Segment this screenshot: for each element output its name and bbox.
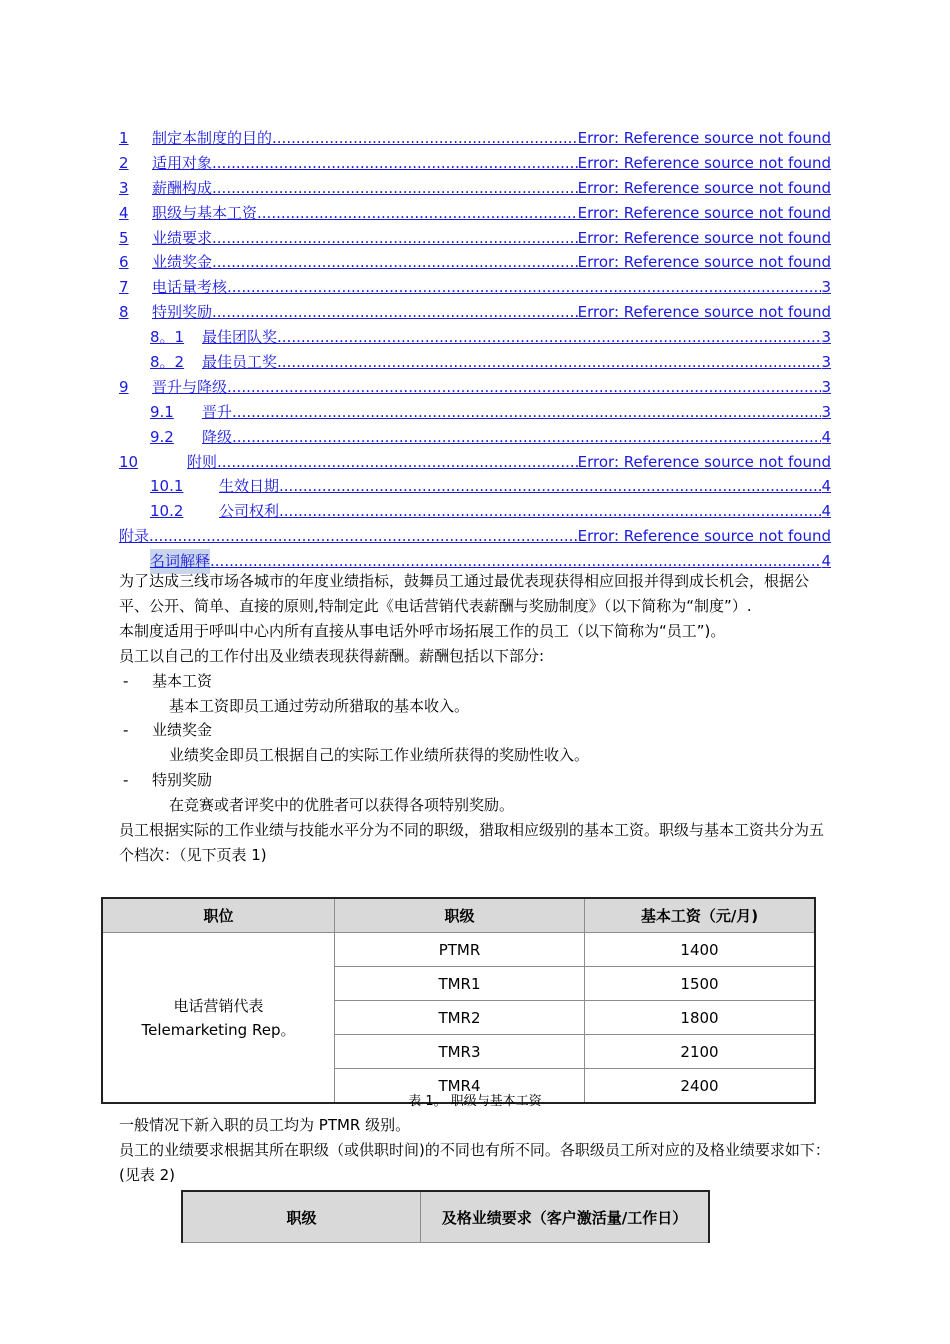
toc-label: 职级与基本工资 [152, 203, 258, 222]
toc-number: 9.1 [150, 402, 174, 421]
toc-entry[interactable] [119, 300, 831, 325]
toc-number: 5 [119, 228, 129, 247]
list-item-title: 业绩奖金 [152, 721, 213, 740]
toc-entry[interactable] [119, 226, 831, 251]
grade-cell: TMR1 [335, 967, 585, 1001]
salary-cell: 1500 [585, 967, 816, 1001]
table-header-row [182, 1191, 709, 1243]
position-name-en: Telemarketing Rep。 [141, 1020, 296, 1039]
header-salary: 基本工资（元/月) [585, 898, 816, 933]
toc-leader-dots [217, 450, 578, 475]
toc-leader-dots [232, 425, 821, 450]
toc-entry[interactable] [119, 325, 831, 350]
toc-entry[interactable] [119, 176, 831, 201]
toc-number: 4 [119, 203, 129, 222]
list-item [119, 768, 831, 793]
salary-cell: 2100 [585, 1035, 816, 1069]
toc-page-ref: Error: Reference source not found [577, 228, 831, 247]
toc-leader-dots [149, 524, 578, 549]
toc-page-ref: 3 [821, 328, 831, 347]
toc-entry[interactable] [119, 425, 831, 450]
grade-cell: PTMR [335, 933, 585, 967]
toc-page-ref: 4 [821, 477, 831, 496]
toc-page-ref: 3 [821, 353, 831, 372]
toc-number: 8。2 [150, 353, 185, 372]
toc-page-ref: 4 [821, 552, 831, 571]
performance-table [181, 1190, 710, 1243]
toc-entry[interactable] [119, 250, 831, 275]
toc-label: 业绩奖金 [152, 253, 213, 272]
toc-page-ref: 4 [821, 502, 831, 521]
table-of-contents [119, 126, 831, 574]
toc-number: 9 [119, 377, 129, 396]
body-text-2 [119, 1113, 831, 1188]
toc-label: 最佳员工奖 [202, 353, 278, 372]
bullet-dash: - [123, 771, 129, 790]
grade-salary-table [101, 897, 816, 1104]
list-item-title: 基本工资 [152, 671, 213, 690]
toc-label: 业绩要求 [152, 228, 213, 247]
header-position: 职位 [102, 898, 335, 933]
toc-leader-dots [212, 226, 578, 251]
position-name-cn: 电话营销代表 [173, 996, 264, 1015]
body-text [119, 569, 831, 868]
toc-number: 7 [119, 278, 129, 297]
toc-page-ref: Error: Reference source not found [577, 527, 831, 546]
position-cell [102, 933, 335, 1104]
toc-label: 适用对象 [152, 153, 213, 172]
toc-leader-dots [279, 499, 821, 524]
toc-label: 晋升 [202, 402, 233, 421]
toc-page-ref: Error: Reference source not found [577, 452, 831, 471]
toc-label: 公司权利 [219, 502, 280, 521]
toc-number: 8 [119, 303, 129, 322]
toc-entry[interactable] [119, 126, 831, 151]
toc-leader-dots [212, 151, 578, 176]
toc-number: 3 [119, 178, 129, 197]
header-requirement: 及格业绩要求（客户激活量/工作日） [421, 1191, 710, 1243]
toc-page-ref: 4 [821, 427, 831, 446]
toc-label: 薪酬构成 [152, 178, 213, 197]
toc-leader-dots [212, 300, 578, 325]
toc-page-ref: Error: Reference source not found [577, 129, 831, 147]
salary-cell: 1800 [585, 1001, 816, 1035]
scope-paragraph: 本制度适用于呼叫中心内所有直接从事电话外呼市场拓展工作的员工（以下简称为“员工”)。 [119, 621, 726, 640]
list-item [119, 718, 831, 743]
toc-label: 附则 [187, 452, 218, 471]
toc-label: 最佳团队奖 [202, 328, 278, 347]
toc-number: 2 [119, 153, 129, 172]
header-grade: 职级 [182, 1191, 421, 1243]
toc-entry[interactable] [119, 151, 831, 176]
toc-leader-dots [227, 375, 821, 400]
table-row [102, 933, 815, 967]
toc-number: 8。1 [150, 328, 185, 347]
toc-leader-dots [212, 176, 578, 201]
list-item-desc: 业绩奖金即员工根据自己的实际工作业绩所获得的奖励性收入。 [169, 746, 590, 765]
list-item-desc: 基本工资即员工通过劳动所猎取的基本收入。 [169, 696, 470, 715]
toc-entry[interactable] [119, 275, 831, 300]
bullet-dash: - [123, 721, 129, 740]
toc-leader-dots [232, 400, 821, 425]
toc-page-ref: 3 [821, 377, 831, 396]
salary-cell: 2400 [585, 1069, 816, 1104]
list-item [119, 669, 831, 694]
toc-label: 制定本制度的目的 [152, 129, 273, 147]
grade-cell: TMR3 [335, 1035, 585, 1069]
table-header-row [102, 898, 815, 933]
toc-label: 晋升与降级 [152, 377, 228, 396]
toc-page-ref: Error: Reference source not found [577, 303, 831, 322]
toc-entry[interactable] [119, 450, 831, 475]
grade-cell: TMR4 [335, 1069, 585, 1104]
toc-label: 特别奖励 [152, 303, 213, 322]
list-item-title: 特别奖励 [152, 771, 213, 790]
bullet-dash: - [123, 671, 129, 690]
toc-label: 电话量考核 [152, 278, 228, 297]
toc-number: 9.2 [150, 427, 174, 446]
toc-leader-dots [279, 474, 821, 499]
performance-paragraph: 员工的业绩要求根据其所在职级（或供职时间)的不同也有所不同。各职级员工所对应的及格业绩要求如下：(见表 2) [119, 1140, 830, 1184]
newhire-paragraph: 一般情况下新入职的员工均为 PTMR 级别。 [119, 1116, 411, 1134]
toc-page-ref: Error: Reference source not found [577, 203, 831, 222]
toc-entry[interactable] [119, 375, 831, 400]
salary-intro-paragraph: 员工以自己的工作付出及业绩表现获得薪酬。薪酬包括以下部分: [119, 646, 545, 665]
table-caption: 表 1。 职级与基本工资 [408, 1094, 542, 1109]
toc-page-ref: 3 [821, 278, 831, 297]
toc-leader-dots [257, 201, 578, 226]
toc-page-ref: Error: Reference source not found [577, 153, 831, 172]
toc-label: 名词解释 [150, 549, 210, 574]
toc-entry[interactable] [119, 524, 831, 549]
toc-page-ref: Error: Reference source not found [577, 253, 831, 272]
salary-cell: 1400 [585, 933, 816, 967]
toc-page-ref: 3 [821, 402, 831, 421]
toc-leader-dots [272, 126, 578, 151]
toc-entry[interactable] [119, 474, 831, 499]
toc-leader-dots [212, 250, 578, 275]
toc-entry[interactable] [119, 499, 831, 524]
toc-page-ref: Error: Reference source not found [577, 178, 831, 197]
list-item-desc: 在竞赛或者评奖中的优胜者可以获得各项特别奖励。 [169, 796, 515, 815]
toc-label: 降级 [202, 427, 233, 446]
toc-leader-dots [227, 275, 821, 300]
toc-number: 10.1 [150, 477, 184, 496]
toc-number: 10.2 [150, 502, 184, 521]
header-grade: 职级 [335, 898, 585, 933]
toc-number: 1 [119, 129, 129, 147]
toc-entry[interactable] [119, 350, 831, 375]
toc-number: 6 [119, 253, 129, 272]
grade-intro-paragraph: 员工根据实际的工作业绩与技能水平分为不同的职级，猎取相应级别的基本工资。职级与基本工资共分为五个档次：（见下页表 1) [119, 821, 825, 864]
toc-leader-dots [277, 325, 821, 350]
toc-number: 10 [119, 452, 139, 471]
toc-entry[interactable] [119, 400, 831, 425]
toc-leader-dots [277, 350, 821, 375]
toc-entry[interactable] [119, 201, 831, 226]
grade-cell: TMR2 [335, 1001, 585, 1035]
purpose-paragraph: 为了达成三线市场各城市的年度业绩指标，鼓舞员工通过最优表现获得相应回报并得到成长机会，根据公平、公开、简单、直接的原则,特制定此《电话营销代表薪酬与奖励制度》（以下简称为“制度”）. [119, 572, 810, 615]
toc-label: 附录 [119, 527, 150, 546]
toc-label: 生效日期 [219, 477, 280, 496]
